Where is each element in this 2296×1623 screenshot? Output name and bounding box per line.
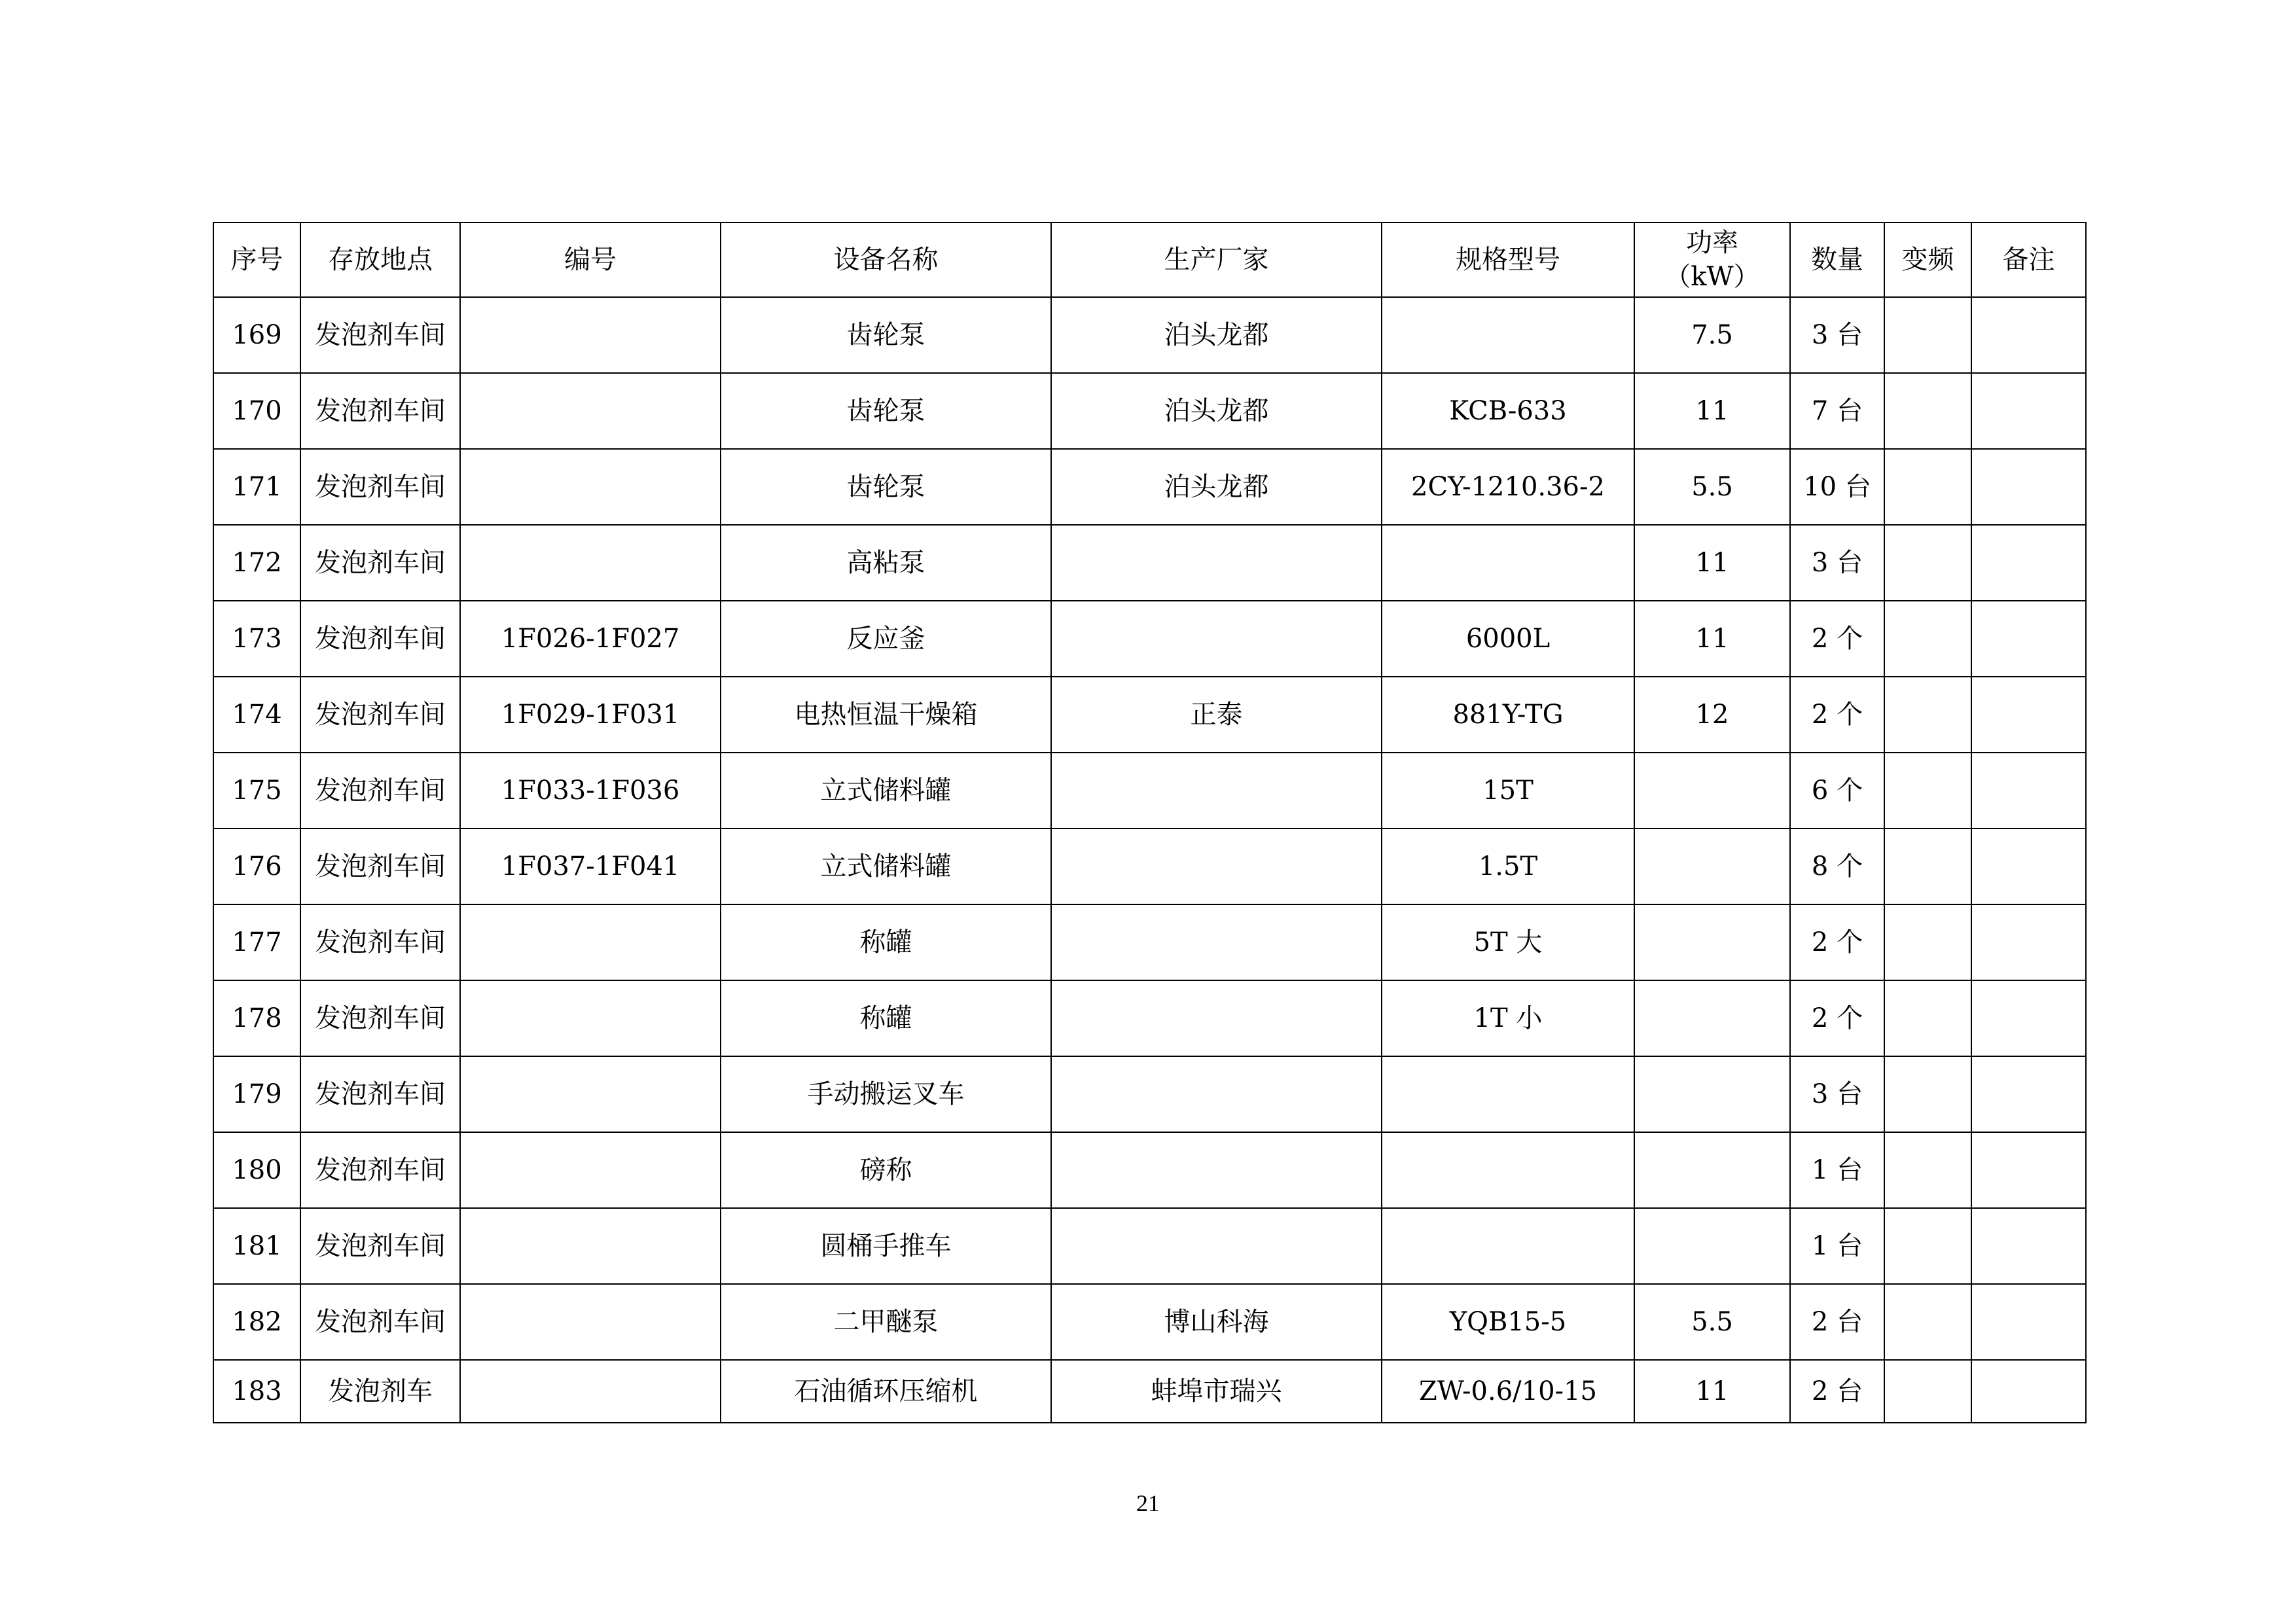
cell-location: 发泡剂车间	[300, 677, 460, 753]
cell-maker	[1051, 1132, 1382, 1208]
cell-maker	[1051, 601, 1382, 677]
table-body	[213, 297, 2086, 1423]
cell-location: 发泡剂车间	[300, 1132, 460, 1208]
cell-remark	[1971, 980, 2086, 1056]
cell-code	[460, 1056, 721, 1132]
cell-qty: 8 个	[1790, 829, 1884, 904]
cell-model: 2CY-1210.36-2	[1382, 449, 1634, 525]
header-location: 存放地点	[300, 223, 460, 297]
cell-vfd	[1884, 601, 1971, 677]
cell-power	[1634, 753, 1790, 829]
table-row	[213, 1132, 2086, 1208]
cell-name: 磅称	[721, 1132, 1051, 1208]
header-maker: 生产厂家	[1051, 223, 1382, 297]
cell-name: 立式储料罐	[721, 829, 1051, 904]
cell-maker	[1051, 980, 1382, 1056]
cell-model: 1.5T	[1382, 829, 1634, 904]
header-code: 编号	[460, 223, 721, 297]
cell-location: 发泡剂车间	[300, 373, 460, 449]
cell-maker: 正泰	[1051, 677, 1382, 753]
cell-remark	[1971, 1132, 2086, 1208]
cell-vfd	[1884, 449, 1971, 525]
cell-name: 二甲醚泵	[721, 1284, 1051, 1360]
cell-power: 5.5	[1634, 449, 1790, 525]
cell-seq: 175	[213, 753, 300, 829]
cell-location: 发泡剂车	[300, 1360, 460, 1423]
header-qty: 数量	[1790, 223, 1884, 297]
cell-power	[1634, 829, 1790, 904]
cell-location: 发泡剂车间	[300, 753, 460, 829]
cell-maker	[1051, 753, 1382, 829]
cell-vfd	[1884, 904, 1971, 980]
cell-model: 15T	[1382, 753, 1634, 829]
cell-qty: 2 台	[1790, 1360, 1884, 1423]
cell-vfd	[1884, 1056, 1971, 1132]
cell-location: 发泡剂车间	[300, 525, 460, 601]
cell-remark	[1971, 677, 2086, 753]
cell-model	[1382, 1208, 1634, 1284]
cell-code	[460, 449, 721, 525]
cell-name: 手动搬运叉车	[721, 1056, 1051, 1132]
cell-remark	[1971, 1284, 2086, 1360]
cell-name: 称罐	[721, 904, 1051, 980]
cell-maker: 博山科海	[1051, 1284, 1382, 1360]
cell-seq: 171	[213, 449, 300, 525]
cell-remark	[1971, 525, 2086, 601]
cell-code: 1F037-1F041	[460, 829, 721, 904]
cell-remark	[1971, 1208, 2086, 1284]
cell-remark	[1971, 829, 2086, 904]
cell-name: 电热恒温干燥箱	[721, 677, 1051, 753]
cell-location: 发泡剂车间	[300, 449, 460, 525]
cell-maker	[1051, 904, 1382, 980]
cell-model: 6000L	[1382, 601, 1634, 677]
cell-name: 立式储料罐	[721, 753, 1051, 829]
cell-model	[1382, 1132, 1634, 1208]
cell-qty: 1 台	[1790, 1132, 1884, 1208]
cell-qty: 10 台	[1790, 449, 1884, 525]
cell-model	[1382, 1056, 1634, 1132]
cell-code	[460, 525, 721, 601]
table-row	[213, 1056, 2086, 1132]
cell-qty: 2 台	[1790, 1284, 1884, 1360]
cell-model: 881Y-TG	[1382, 677, 1634, 753]
cell-name: 齿轮泵	[721, 297, 1051, 373]
cell-code	[460, 373, 721, 449]
page-number: 21	[1136, 1490, 1160, 1516]
cell-model: YQB15-5	[1382, 1284, 1634, 1360]
cell-seq: 172	[213, 525, 300, 601]
cell-power	[1634, 1208, 1790, 1284]
cell-vfd	[1884, 829, 1971, 904]
cell-location: 发泡剂车间	[300, 601, 460, 677]
cell-seq: 181	[213, 1208, 300, 1284]
table-row	[213, 677, 2086, 753]
cell-vfd	[1884, 677, 1971, 753]
header-name: 设备名称	[721, 223, 1051, 297]
table-row	[213, 829, 2086, 904]
cell-qty: 3 台	[1790, 297, 1884, 373]
header-seq: 序号	[213, 223, 300, 297]
cell-seq: 169	[213, 297, 300, 373]
cell-remark	[1971, 297, 2086, 373]
cell-seq: 177	[213, 904, 300, 980]
cell-maker	[1051, 1056, 1382, 1132]
cell-code	[460, 1208, 721, 1284]
cell-vfd	[1884, 1132, 1971, 1208]
cell-qty: 1 台	[1790, 1208, 1884, 1284]
cell-code: 1F029-1F031	[460, 677, 721, 753]
cell-remark	[1971, 753, 2086, 829]
header-vfd: 变频	[1884, 223, 1971, 297]
cell-qty: 2 个	[1790, 904, 1884, 980]
cell-name: 高粘泵	[721, 525, 1051, 601]
cell-remark	[1971, 449, 2086, 525]
equipment-table	[213, 222, 2087, 1423]
header-power-label: 功率	[1686, 228, 1738, 258]
cell-remark	[1971, 1056, 2086, 1132]
cell-power: 11	[1634, 601, 1790, 677]
cell-qty: 2 个	[1790, 677, 1884, 753]
cell-vfd	[1884, 373, 1971, 449]
cell-location: 发泡剂车间	[300, 1208, 460, 1284]
cell-code: 1F033-1F036	[460, 753, 721, 829]
cell-code	[460, 1284, 721, 1360]
cell-maker: 泊头龙都	[1051, 449, 1382, 525]
cell-location: 发泡剂车间	[300, 297, 460, 373]
cell-model	[1382, 297, 1634, 373]
cell-vfd	[1884, 1208, 1971, 1284]
cell-vfd	[1884, 980, 1971, 1056]
cell-model	[1382, 525, 1634, 601]
cell-qty: 3 台	[1790, 525, 1884, 601]
cell-remark	[1971, 601, 2086, 677]
cell-power	[1634, 1056, 1790, 1132]
cell-seq: 183	[213, 1360, 300, 1423]
cell-seq: 179	[213, 1056, 300, 1132]
cell-qty: 2 个	[1790, 980, 1884, 1056]
cell-remark	[1971, 1360, 2086, 1423]
cell-maker	[1051, 1208, 1382, 1284]
cell-seq: 182	[213, 1284, 300, 1360]
cell-power: 7.5	[1634, 297, 1790, 373]
cell-vfd	[1884, 525, 1971, 601]
cell-qty: 3 台	[1790, 1056, 1884, 1132]
cell-vfd	[1884, 1284, 1971, 1360]
table-row	[213, 449, 2086, 525]
cell-power: 5.5	[1634, 1284, 1790, 1360]
table-row	[213, 753, 2086, 829]
cell-seq: 174	[213, 677, 300, 753]
table-row	[213, 525, 2086, 601]
header-row	[213, 223, 2086, 297]
table-row	[213, 373, 2086, 449]
cell-seq: 178	[213, 980, 300, 1056]
table-row	[213, 1360, 2086, 1423]
cell-vfd	[1884, 297, 1971, 373]
cell-maker: 泊头龙都	[1051, 297, 1382, 373]
cell-location: 发泡剂车间	[300, 904, 460, 980]
header-model: 规格型号	[1382, 223, 1634, 297]
cell-location: 发泡剂车间	[300, 1056, 460, 1132]
cell-maker: 泊头龙都	[1051, 373, 1382, 449]
cell-remark	[1971, 373, 2086, 449]
cell-power: 11	[1634, 525, 1790, 601]
table-row	[213, 1284, 2086, 1360]
cell-power	[1634, 980, 1790, 1056]
cell-name: 称罐	[721, 980, 1051, 1056]
header-power-unit: （kW）	[1664, 262, 1760, 292]
table-row	[213, 980, 2086, 1056]
cell-code: 1F026-1F027	[460, 601, 721, 677]
cell-power: 11	[1634, 1360, 1790, 1423]
cell-seq: 180	[213, 1132, 300, 1208]
cell-seq: 170	[213, 373, 300, 449]
cell-model: 5T 大	[1382, 904, 1634, 980]
cell-code	[460, 297, 721, 373]
cell-model: KCB-633	[1382, 373, 1634, 449]
cell-power	[1634, 1132, 1790, 1208]
cell-name: 圆桶手推车	[721, 1208, 1051, 1284]
cell-name: 反应釜	[721, 601, 1051, 677]
cell-maker	[1051, 829, 1382, 904]
table-row	[213, 601, 2086, 677]
table-row	[213, 904, 2086, 980]
cell-location: 发泡剂车间	[300, 980, 460, 1056]
cell-model: 1T 小	[1382, 980, 1634, 1056]
cell-qty: 7 台	[1790, 373, 1884, 449]
cell-seq: 173	[213, 601, 300, 677]
cell-code	[460, 1132, 721, 1208]
cell-code	[460, 904, 721, 980]
cell-vfd	[1884, 753, 1971, 829]
table-row	[213, 297, 2086, 373]
cell-seq: 176	[213, 829, 300, 904]
header-power	[1634, 223, 1790, 297]
cell-power	[1634, 904, 1790, 980]
cell-maker	[1051, 525, 1382, 601]
cell-code	[460, 980, 721, 1056]
cell-name: 石油循环压缩机	[721, 1360, 1051, 1423]
cell-vfd	[1884, 1360, 1971, 1423]
cell-name: 齿轮泵	[721, 449, 1051, 525]
cell-location: 发泡剂车间	[300, 829, 460, 904]
cell-model: ZW-0.6/10-15	[1382, 1360, 1634, 1423]
cell-code	[460, 1360, 721, 1423]
cell-qty: 6 个	[1790, 753, 1884, 829]
cell-power: 12	[1634, 677, 1790, 753]
cell-qty: 2 个	[1790, 601, 1884, 677]
cell-power: 11	[1634, 373, 1790, 449]
table-row	[213, 1208, 2086, 1284]
cell-location: 发泡剂车间	[300, 1284, 460, 1360]
cell-remark	[1971, 904, 2086, 980]
cell-name: 齿轮泵	[721, 373, 1051, 449]
cell-maker: 蚌埠市瑞兴	[1051, 1360, 1382, 1423]
header-remark: 备注	[1971, 223, 2086, 297]
